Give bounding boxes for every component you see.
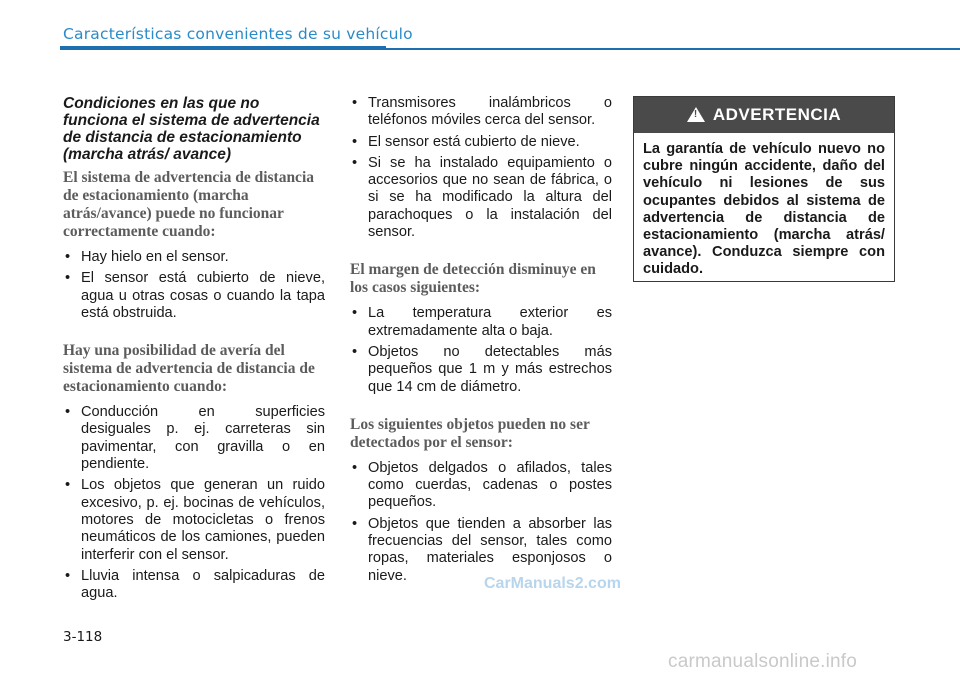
watermark-site: carmanualsonline.info xyxy=(668,651,858,672)
warning-triangle-icon: ! xyxy=(687,107,705,122)
list-item: • Objetos que tienden a absorber las frecuencias del sensor, tales como ropas, materiales esponjosos o nieve. xyxy=(350,516,612,585)
header-rule-thick xyxy=(60,46,386,50)
list-item: • La temperatura exterior es extremadamente alta o baja. xyxy=(350,305,612,340)
header-rule-thin xyxy=(386,48,960,50)
list-item: • Conducción en superficies desiguales p. ej. carreteras sin pavimentar, con gravilla o en pendiente. xyxy=(63,404,325,473)
bullet-list xyxy=(63,249,325,322)
section-heading: Los siguientes objetos pueden no ser detectados por el sensor: xyxy=(350,415,590,451)
list-item: • El sensor está cubierto de nieve. xyxy=(350,134,612,151)
warning-title: ADVERTENCIA xyxy=(712,105,842,124)
left-column xyxy=(63,95,325,606)
middle-column xyxy=(350,95,612,589)
page-number: 3-118 xyxy=(63,629,103,645)
bullet-list xyxy=(350,305,612,395)
list-item: • Los objetos que generan un ruido excesivo, p. ej. bocinas de vehículos, motores de motocicletas o frenos neumáticos de los camiones, pueden interferir con el sensor. xyxy=(63,477,325,563)
list-item: • Transmisores inalámbricos o teléfonos móviles cerca del sensor. xyxy=(350,95,612,130)
list-item: • Objetos no detectables más pequeños que 1 m y más estrechos que 14 cm de diámetro. xyxy=(350,344,612,396)
list-item: • El sensor está cubierto de nieve, agua u otras cosas o cuando la tapa está obstruida. xyxy=(63,270,325,322)
bullet-list xyxy=(350,95,612,241)
warning-box xyxy=(633,96,895,282)
watermark-carmanuals: CarManuals2.com xyxy=(484,575,621,592)
bullet-list xyxy=(63,404,325,602)
warning-header xyxy=(634,97,894,133)
list-item: • Si se ha instalado equipamiento o accesorios que no sean de fábrica, o si se ha modificado la altura del parachoques o la instalación del sensor. xyxy=(350,155,612,241)
warning-body: La garantía de vehículo nuevo no cubre ningún accidente, daño del vehículo ni lesiones de sus ocupantes debidos al sistema de advertencia de distancia de estacionamiento (marcha atrás/ avance). Conduzca siempre con cuidado. xyxy=(643,141,885,278)
main-heading: Condiciones en las que no funciona el sistema de advertencia de distancia de estacionamiento (marcha atrás/ avance) xyxy=(63,95,320,163)
list-item: • Hay hielo en el sensor. xyxy=(63,249,325,266)
section-header-title: Características convenientes de su vehículo xyxy=(63,25,413,43)
list-item: • Lluvia intensa o salpicaduras de agua. xyxy=(63,568,325,603)
section-heading: El sistema de advertencia de distancia de estacionamiento (marcha atrás/avance) puede no funcionar correctamente cuando: xyxy=(63,169,314,240)
list-item: • Objetos delgados o afilados, tales como cuerdas, cadenas o postes pequeños. xyxy=(350,460,612,512)
section-heading: Hay una posibilidad de avería del sistema de advertencia de distancia de estacionamiento cuando: xyxy=(63,342,315,396)
bullet-list xyxy=(350,460,612,585)
section-heading: El margen de detección disminuye en los casos siguientes: xyxy=(350,261,596,297)
